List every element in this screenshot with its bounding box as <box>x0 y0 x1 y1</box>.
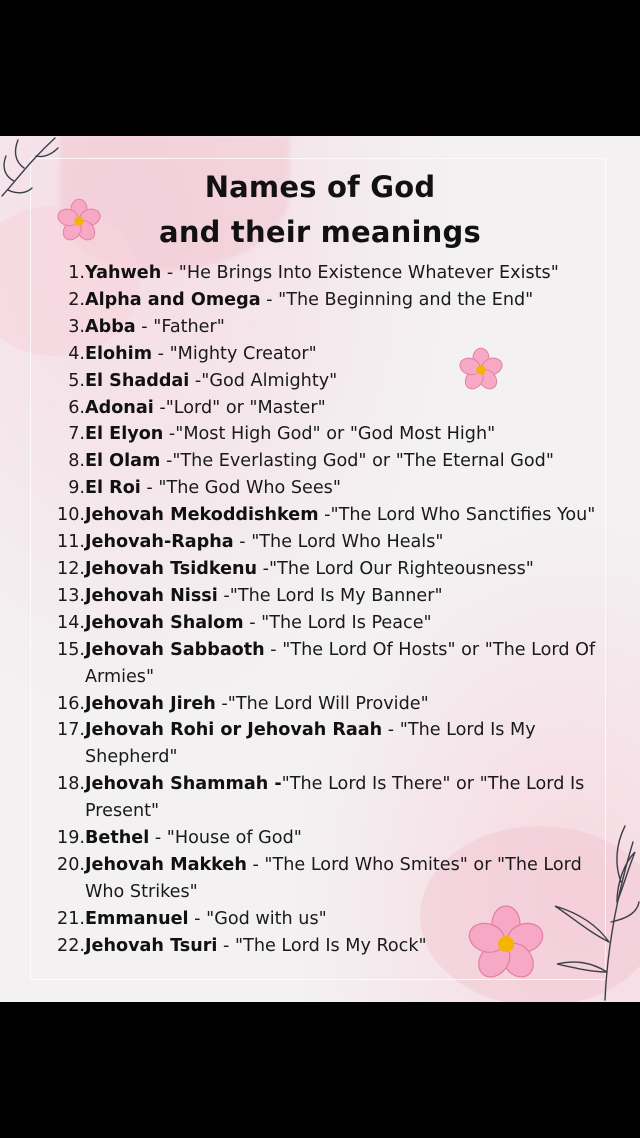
item-number: 4. <box>68 343 85 364</box>
item-number: 21. <box>57 908 85 929</box>
item-name: Jehovah Makkeh <box>85 854 247 875</box>
item-separator: - <box>152 343 170 364</box>
item-number: 12. <box>57 558 85 579</box>
item-number: 13. <box>57 585 85 606</box>
item-name: Abba <box>85 316 136 337</box>
list-item <box>52 341 612 368</box>
item-meaning: "The Everlasting God" or "The Eternal God" <box>172 451 554 472</box>
item-name: Jehovah Tsuri <box>85 935 218 956</box>
item-name: Jehovah Mekoddishkem <box>85 505 319 526</box>
item-separator: - <box>217 935 235 956</box>
item-separator: - <box>160 451 173 472</box>
item-name: Jehovah Nissi <box>85 585 218 606</box>
item-name: Adonai <box>85 397 154 418</box>
item-meaning: "The Beginning and the End" <box>278 289 534 310</box>
item-meaning: "The Lord Who Sanctifies You" <box>330 505 596 526</box>
names-list <box>52 260 612 960</box>
item-meaning: "God Almighty" <box>201 370 338 391</box>
item-number: 15. <box>57 639 85 660</box>
item-number: 8. <box>68 451 85 472</box>
item-number: 1. <box>68 263 85 283</box>
title-line-2: and their meanings <box>159 215 481 249</box>
item-name: Bethel <box>85 828 150 849</box>
item-separator: - <box>246 854 265 875</box>
item-number: 7. <box>68 424 85 445</box>
item-number: 19. <box>57 828 85 849</box>
list-item <box>52 475 612 502</box>
item-meaning: "The Lord Is There" or "The Lord Is Present" <box>85 774 585 822</box>
item-meaning: "Lord" or "Master" <box>165 397 326 418</box>
list-item <box>52 717 612 771</box>
item-meaning: "The Lord Who Smites" or "The Lord Who Strikes" <box>85 854 582 902</box>
list-item <box>52 906 612 933</box>
item-separator: - <box>140 478 159 499</box>
infographic-card <box>0 136 640 1002</box>
item-separator: - <box>217 585 230 606</box>
item-meaning: "The Lord Is Peace" <box>261 612 432 633</box>
item-separator: - <box>189 370 202 391</box>
item-number: 16. <box>57 693 85 714</box>
item-meaning: "The Lord Will Provide" <box>227 693 429 714</box>
item-number: 10. <box>57 505 85 526</box>
list-item <box>52 691 612 718</box>
item-separator: - <box>188 908 207 929</box>
list-item <box>52 448 612 475</box>
item-name: El Olam <box>85 451 161 472</box>
list-item <box>52 583 612 610</box>
item-meaning: "House of God" <box>166 828 302 849</box>
item-number: 18. <box>57 774 85 795</box>
list-item <box>52 556 612 583</box>
item-separator: - <box>149 828 167 849</box>
list-item <box>52 610 612 637</box>
item-number: 2. <box>68 289 85 310</box>
item-name: Jehovah-Rapha <box>85 532 234 553</box>
item-meaning: "The Lord Of Hosts" or "The Lord Of Armies" <box>85 639 596 687</box>
item-separator: - <box>215 693 228 714</box>
item-name: Jehovah Jireh <box>85 693 216 714</box>
item-number: 6. <box>68 397 85 418</box>
list-item <box>52 502 612 529</box>
item-number: 20. <box>57 854 85 875</box>
item-name: Jehovah Shammah - <box>85 774 282 795</box>
list-item <box>52 529 612 556</box>
list-item <box>52 287 612 314</box>
item-separator: - <box>153 397 166 418</box>
list-item <box>52 852 612 906</box>
list-item <box>52 637 612 691</box>
item-separator: - <box>163 424 176 445</box>
item-meaning: "The Lord Is My Rock" <box>235 935 427 956</box>
item-separator: - <box>135 316 154 337</box>
item-meaning: "He Brings Into Existence Whatever Exists" <box>178 263 559 283</box>
item-name: El Elyon <box>85 424 164 445</box>
item-name: Emmanuel <box>85 908 189 929</box>
item-separator: - <box>257 558 270 579</box>
item-meaning: "The Lord Who Heals" <box>251 532 444 553</box>
list-item <box>52 825 612 852</box>
item-number: 5. <box>68 370 85 391</box>
title-line-1: Names of God <box>204 170 436 204</box>
item-meaning: "Father" <box>153 316 225 337</box>
item-separator: - <box>260 289 279 310</box>
item-separator: - <box>264 639 283 660</box>
list-item <box>52 368 612 395</box>
item-meaning: "Most High God" or "God Most High" <box>175 424 496 445</box>
item-meaning: "God with us" <box>206 908 327 929</box>
list-item <box>52 421 612 448</box>
list-item <box>52 260 612 287</box>
item-meaning: "The Lord Is My Shepherd" <box>85 720 536 768</box>
item-number: 17. <box>57 720 85 741</box>
item-meaning: "The Lord Is My Banner" <box>229 585 443 606</box>
item-separator: - <box>318 505 331 526</box>
item-separator: - <box>382 720 400 741</box>
item-name: El Roi <box>85 478 141 499</box>
item-name: Jehovah Rohi or Jehovah Raah <box>85 720 383 741</box>
item-name: El Shaddai <box>85 370 190 391</box>
item-meaning: "The Lord Our Righteousness" <box>269 558 534 579</box>
list-item <box>52 314 612 341</box>
item-separator: - <box>243 612 262 633</box>
list-item <box>52 933 612 960</box>
item-name: Jehovah Tsidkenu <box>85 558 258 579</box>
item-name: Yahweh <box>85 263 162 283</box>
item-separator: - <box>233 532 252 553</box>
item-name: Jehovah Sabbaoth <box>85 639 265 660</box>
item-name: Jehovah Shalom <box>85 612 244 633</box>
item-meaning: "Mighty Creator" <box>169 343 317 364</box>
item-number: 3. <box>68 316 85 337</box>
item-name: Elohim <box>85 343 153 364</box>
list-item <box>52 395 612 422</box>
item-number: 9. <box>68 478 85 499</box>
item-meaning: "The God Who Sees" <box>158 478 341 499</box>
item-name: Alpha and Omega <box>85 289 261 310</box>
item-separator: - <box>161 263 179 283</box>
item-number: 14. <box>57 612 85 633</box>
item-number: 22. <box>57 935 85 956</box>
item-number: 11. <box>57 532 85 553</box>
list-item <box>52 771 612 825</box>
